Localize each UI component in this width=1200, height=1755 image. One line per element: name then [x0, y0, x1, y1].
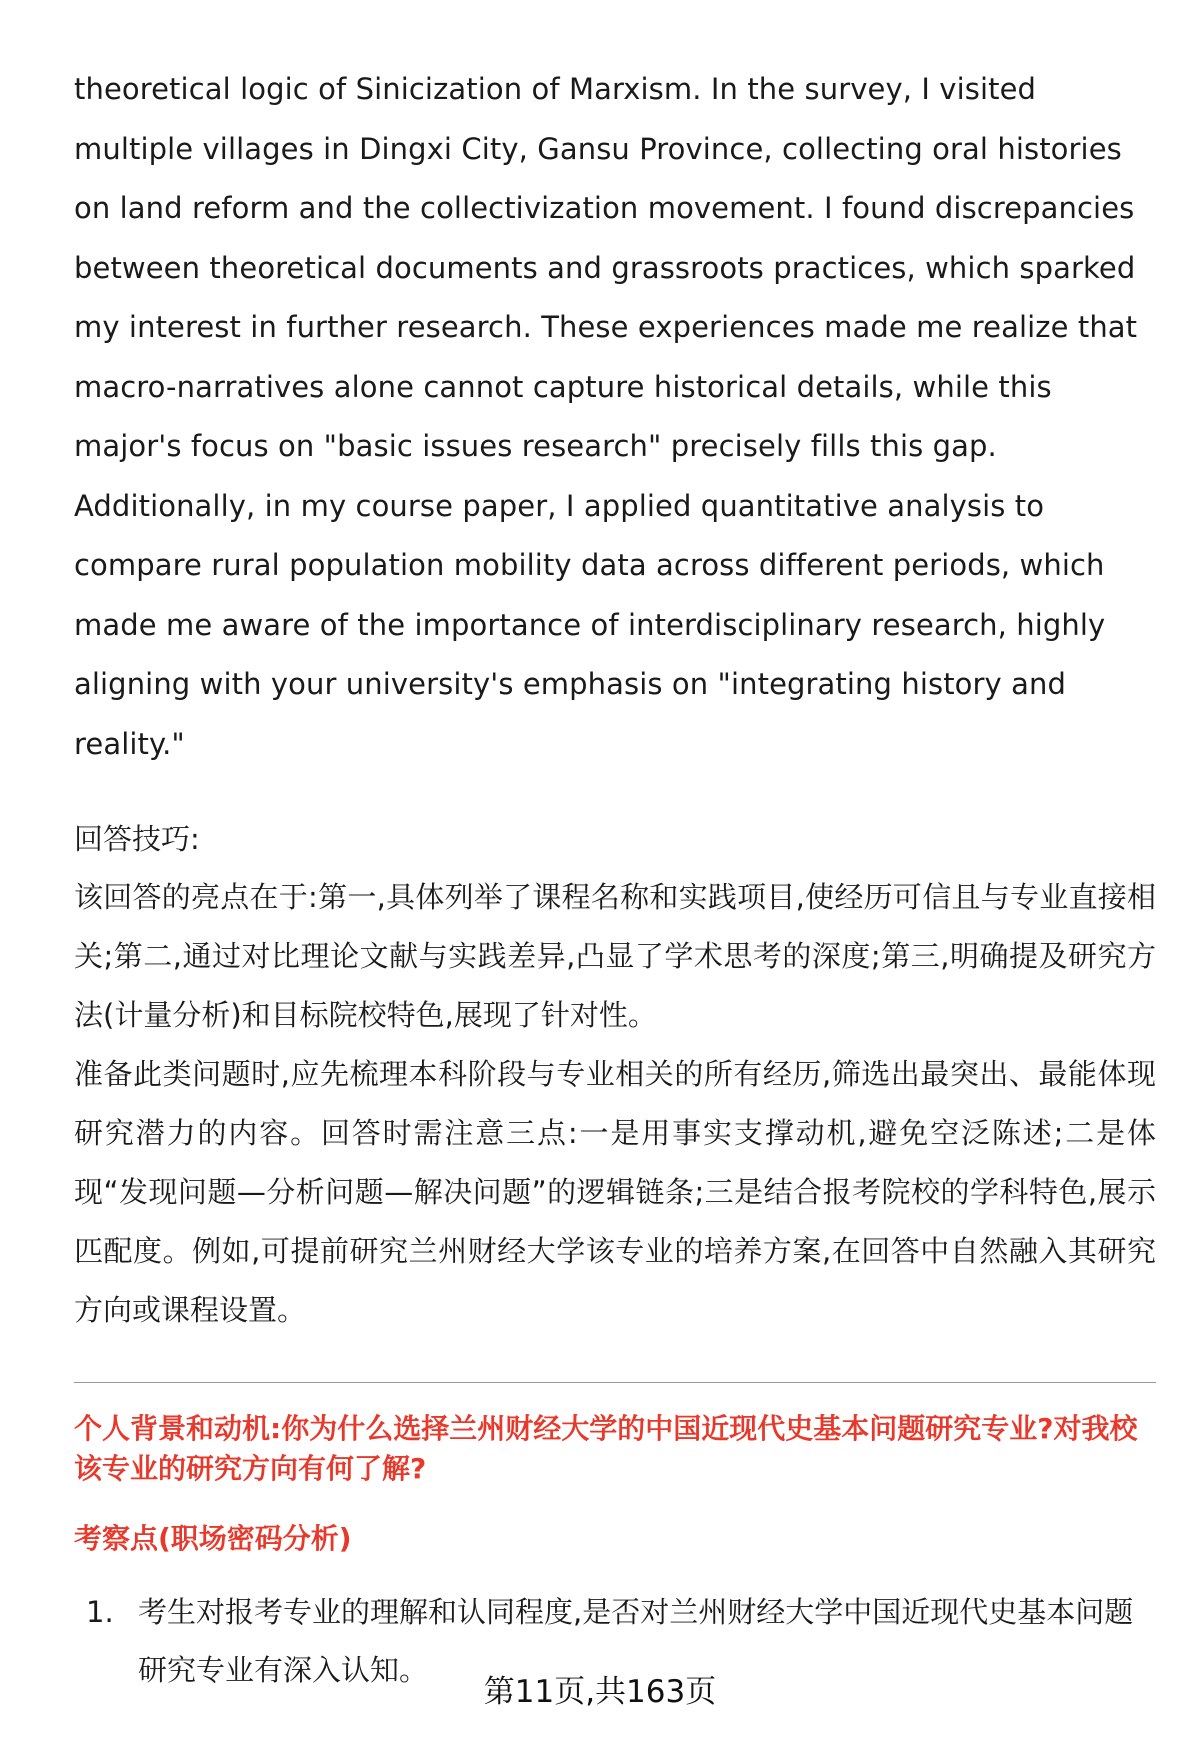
page-number: 第11页,共163页: [483, 1674, 717, 1710]
document-page: [74, 60, 1156, 1699]
section-divider: [74, 1382, 1156, 1383]
tips-heading: 回答技巧:: [74, 822, 200, 856]
list-item-text: 考生对报考专业的理解和认同程度,是否对兰州财经大学中国近现代史基本问题研究专业有深入认知。: [138, 1595, 1134, 1687]
english-answer-paragraph: theoretical logic of Sinicization of Marxism. In the survey, I visited multiple villages in Dingxi City, Gansu Province, collecting oral histories on land reform and the collectivization movement. I found discrepancies between theoretical documents and grassroots practices, which sparked my interest in further research. These experiences made me realize that macro-narratives alone cannot capture historical details, while this major's focus on "basic issues research" precisely fills this gap. Additionally, in my course paper, I applied quantitative analysis to compare rural population mobility data across different periods, which made me aware of the importance of interdisciplinary research, highly aligning with your university's emphasis on "integrating history and reality.": [74, 72, 1138, 761]
assessment-heading: 考察点(职场密码分析): [74, 1522, 352, 1555]
tips-paragraph-1: 该回答的亮点在于:第一,具体列举了课程名称和实践项目,使经历可信且与专业直接相关;第二,通过对比理论文献与实践差异,凸显了学术思考的深度;第三,明确提及研究方法(计量分析)和目标院校特色,展现了针对性。: [74, 880, 1156, 1032]
question-heading: 个人背景和动机:你为什么选择兰州财经大学的中国近现代史基本问题研究专业?对我校该专业的研究方向有何了解?: [74, 1412, 1138, 1485]
list-item-number: 1.: [86, 1595, 114, 1629]
tips-paragraph-2: 准备此类问题时,应先梳理本科阶段与专业相关的所有经历,筛选出最突出、最能体现研究潜力的内容。回答时需注意三点:一是用事实支撑动机,避免空泛陈述;二是体现“发现问题—分析问题—解决问题”的逻辑链条;三是结合报考院校的学科特色,展示匹配度。例如,可提前研究兰州财经大学该专业的培养方案,在回答中自然融入其研究方向或课程设置。: [74, 1057, 1156, 1327]
